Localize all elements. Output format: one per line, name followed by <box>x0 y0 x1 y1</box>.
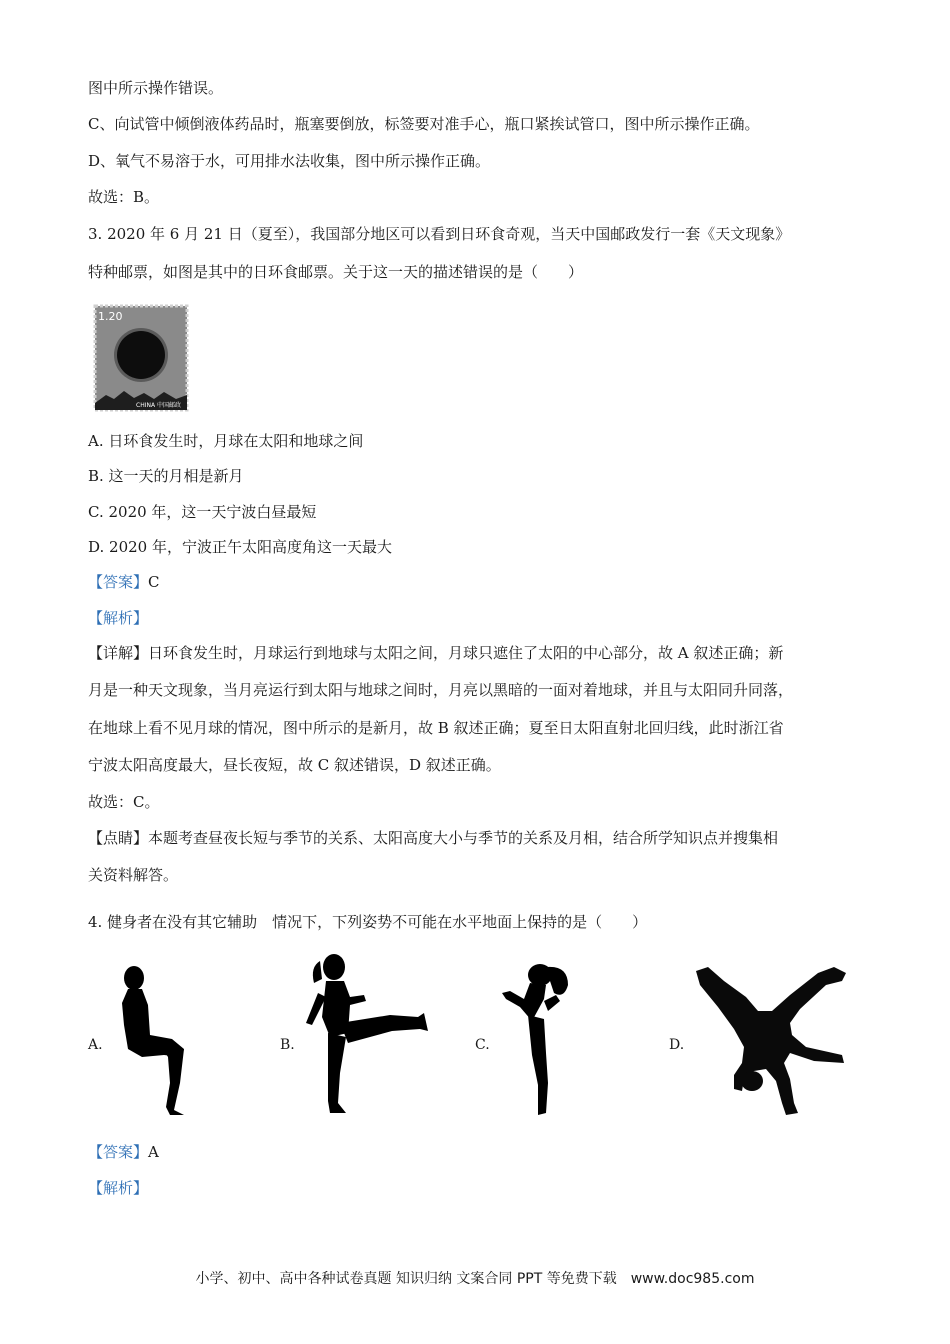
detail-line <box>88 643 878 663</box>
analysis-line <box>88 1178 878 1198</box>
detail-line: 宁波太阳高度最大，昼长夜短，故 C 叙述错误，D 叙述正确。 <box>88 756 501 774</box>
answer-value: C <box>148 573 160 591</box>
text-line: C、向试管中倾倒液体药品时，瓶塞要倒放，标签要对准手心，瓶口紧挨试管口，图中所示操作正确。 <box>88 115 760 133</box>
standing-split-silhouette-image <box>498 963 573 1118</box>
analysis-tag: 【解析】 <box>88 609 149 627</box>
text-line: 故选：B。 <box>88 188 160 206</box>
option-c: C. 2020 年，这一天宁波白昼最短 <box>88 503 317 521</box>
figure-label-c: C. <box>475 1037 490 1053</box>
comment-text: 本题考查昼夜长短与季节的关系、太阳高度大小与季节的关系及月相，结合所学知识点并搜集相 <box>148 829 779 847</box>
answer-tag: 【答案】 <box>88 1143 149 1161</box>
analysis-line <box>88 608 878 628</box>
figure-label-d: D. <box>669 1037 685 1053</box>
comment-line <box>88 828 878 848</box>
comment-tag: 【点睛】 <box>88 829 149 847</box>
eclipse-stamp-image <box>92 303 190 413</box>
comment-line: 关资料解答。 <box>88 866 179 884</box>
answer-tag: 【答案】 <box>88 573 149 591</box>
page-footer: 小学、初中、高中各种试卷真题 知识归纳 文案合同 PPT 等免费下载 www.doc985.com <box>195 1271 755 1287</box>
kicking-silhouette-image <box>300 953 430 1116</box>
question-4-stem: 4. 健身者在没有其它辅助 情况下，下列姿势不可能在水平地面上保持的是（ ） <box>88 913 648 931</box>
answer-value: A <box>148 1143 159 1161</box>
handstand-silhouette-image <box>694 963 849 1118</box>
figure-label-b: B. <box>280 1037 295 1053</box>
question-3-stem: 特种邮票，如图是其中的日环食邮票。关于这一天的描述错误的是（ ） <box>88 263 584 281</box>
answer-line <box>88 572 878 592</box>
text-line: 图中所示操作错误。 <box>88 79 224 97</box>
choose-line: 故选：C。 <box>88 793 160 811</box>
analysis-tag: 【解析】 <box>88 1179 149 1197</box>
text-line: D、氧气不易溶于水，可用排水法收集，图中所示操作正确。 <box>88 152 491 170</box>
option-b: B. 这一天的月相是新月 <box>88 467 244 485</box>
figure-label-a: A. <box>88 1037 103 1053</box>
detail-line: 月是一种天文现象，当月亮运行到太阳与地球之间时，月亮以黑暗的一面对着地球，并且与太阳同升同落， <box>88 681 794 699</box>
sitting-silhouette-image <box>112 965 197 1117</box>
stamp-country: CHINA 中国邮政 <box>136 402 181 409</box>
detail-line: 在地球上看不见月球的情况，图中所示的是新月，故 B 叙述正确；夏至日太阳直射北回归线，此时浙江省 <box>88 719 784 737</box>
detail-tag: 【详解】 <box>88 644 149 662</box>
question-3-stem: 3. 2020 年 6 月 21 日（夏至），我国部分地区可以看到日环食奇观，当天中国邮政发行一套《天文现象》 <box>88 225 791 243</box>
option-d: D. 2020 年，宁波正午太阳高度角这一天最大 <box>88 538 392 556</box>
detail-text: 日环食发生时，月球运行到地球与太阳之间，月球只遮住了太阳的中心部分，故 A 叙述正确；新 <box>148 644 784 662</box>
answer-line <box>88 1142 878 1162</box>
stamp-value: 1.20 <box>98 310 123 323</box>
option-a: A. 日环食发生时，月球在太阳和地球之间 <box>88 432 364 450</box>
